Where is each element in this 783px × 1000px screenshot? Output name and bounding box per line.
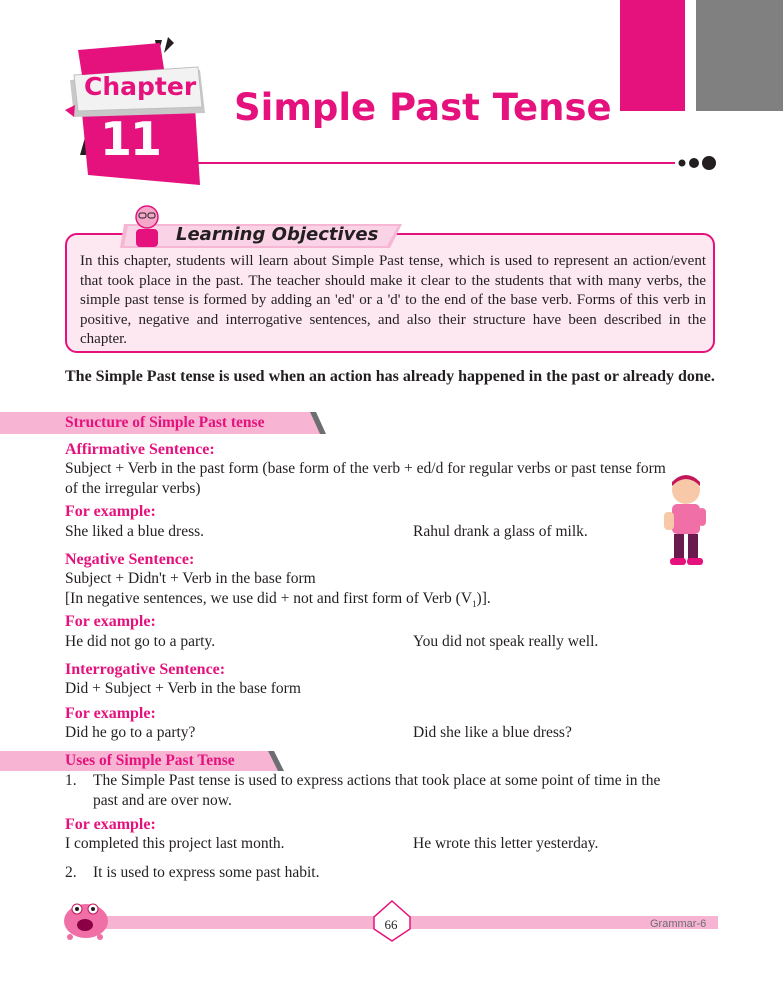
negative-example-2: You did not speak really well. [413,633,599,650]
interrogative-heading: Interrogative Sentence: [65,661,226,678]
objectives-heading: Learning Objectives [176,224,379,245]
negative-example-1: He did not go to a party. [65,633,216,650]
book-name: Grammar-6 [650,918,707,930]
uses-heading: Uses of Simple Past Tense [65,752,235,769]
negative-rule-line1: Subject + Didn't + Verb in the base form [65,570,316,587]
uses-example-1: I completed this project last month. [65,835,285,852]
interrogative-rule-line1: Did + Subject + Verb in the base form [65,680,301,697]
affirmative-heading: Affirmative Sentence: [65,441,215,458]
uses-example-2: He wrote this letter yesterday. [413,835,599,852]
student-mascot-icon [124,203,170,249]
interrogative-example-1: Did he go to a party? [65,724,196,741]
negative-heading: Negative Sentence: [65,551,195,568]
uses-item-2-number: 2. [65,864,77,881]
corner-tab-pink [620,0,685,111]
interrogative-example-2: Did she like a blue dress? [413,724,572,741]
objectives-text: In this chapter, students will learn about Simple Past tense, which is used to represent an action/event that took place in the past. The teacher should make it clear to the students that with many verbs, the simple past tense is formed by adding an 'ed' or a 'd' to the end of the base verb. Forms of this verb in positive, negative and interrogative sentences, and also their structure have been described in the chapter. [80,253,706,347]
chapter-title: Simple Past Tense [234,86,612,129]
chapter-label: Chapter [84,72,197,101]
example-label: For example: [65,705,156,722]
negative-rule-line2: [In negative sentences, we use did + not and first form of Verb $(V_1)$]. [65,590,491,610]
example-label: For example: [65,503,156,520]
title-rule [170,152,730,174]
uses-item-1-line2: past and are over now. [93,792,232,809]
uses-item-1-number: 1. [65,772,77,789]
structure-heading: Structure of Simple Past tense [65,414,265,431]
uses-item-2-text: It is used to express some past habit. [93,864,320,881]
chapter-number: 11 [100,112,161,166]
affirmative-example-1: She liked a blue dress. [65,523,205,540]
affirmative-rule-line1: Subject + Verb in the past form (base form of the verb + ed/d for regular verbs or past tense form [65,460,666,477]
example-label: For example: [65,613,156,630]
affirmative-rule-line2: of the irregular verbs) [65,480,201,497]
intro-statement: The Simple Past tense is used when an action has already happened in the past or already done. [65,368,715,385]
affirmative-example-2: Rahul drank a glass of milk. [413,523,588,540]
boy-illustration [660,472,710,568]
example-label: For example: [65,816,156,833]
corner-tab-gray [696,0,783,111]
page-number: 66 [384,917,398,932]
uses-item-1-line1: The Simple Past tense is used to express actions that took place at some point of time in the [93,772,661,789]
